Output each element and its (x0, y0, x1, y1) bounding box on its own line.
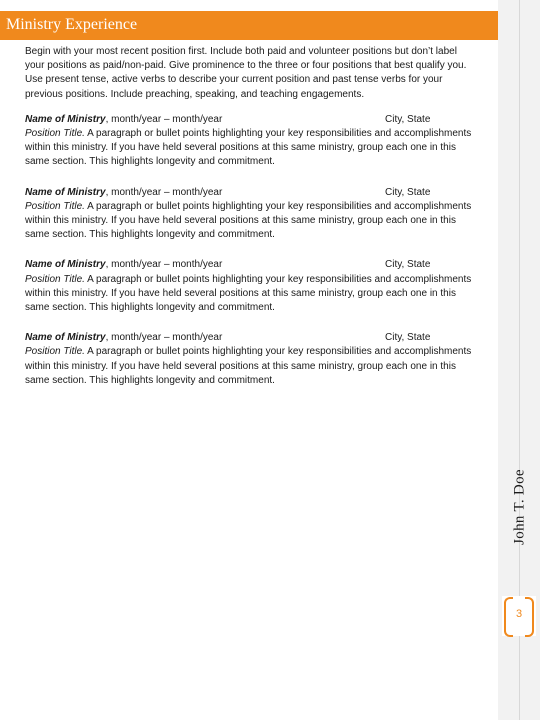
position-title: Position Title. (25, 346, 85, 358)
position-description: A paragraph or bullet points highlighting your key responsibilities and accomplishments within this ministry. If you have held several positions at this same ministry, group each one in this same section. This highlights longevity and commitment. (25, 346, 472, 386)
ministry-location: City, State (385, 259, 431, 271)
position-title: Position Title. (25, 273, 85, 285)
ministry-name: Name of Ministry (25, 259, 106, 271)
ministry-location: City, State (385, 186, 431, 198)
author-name: John T. Doe (511, 469, 528, 545)
ministry-entry (25, 113, 473, 170)
ministry-dates: , month/year – month/year (105, 113, 223, 125)
position-title: Position Title. (25, 200, 85, 212)
entry-description-block (25, 200, 473, 243)
ministry-dates: , month/year – month/year (105, 332, 223, 344)
entry-heading (25, 113, 473, 127)
ministry-location: City, State (385, 113, 431, 125)
ministry-dates: , month/year – month/year (105, 186, 223, 198)
position-description: A paragraph or bullet points highlighting your key responsibilities and accomplishments within this ministry. If you have held several positions at this same ministry, group each one in this same section. This highlights longevity and commitment. (25, 200, 472, 241)
ministry-entry (25, 258, 473, 315)
section-title: Ministry Experience (6, 16, 138, 33)
ministry-entry (25, 331, 473, 388)
ministry-entry (25, 186, 473, 243)
section-header-bar (0, 11, 498, 40)
entry-description-block (25, 127, 473, 170)
entry-heading (25, 331, 473, 345)
ministry-name: Name of Ministry (25, 113, 106, 125)
position-title: Position Title. (25, 128, 85, 139)
main-content (25, 45, 473, 404)
position-description: A paragraph or bullet points highlighting your key responsibilities and accomplishments within this ministry. If you have held several positions at this same ministry, group each one in this same section. This highlights longevity and commitment. (25, 128, 472, 168)
page-number-badge (502, 596, 536, 636)
entry-description-block (25, 345, 473, 388)
ministry-name: Name of Ministry (25, 186, 106, 198)
intro-paragraph: Begin with your most recent position first. Include both paid and volunteer positions but don’t label your positions as paid/non-paid. Give prominence to the three or four positions that best qualify you. Use present tense, active verbs to describe your current position and past tense verbs for your previous positions. Include preaching, speaking, and teaching engagements. (25, 46, 467, 100)
ministry-location: City, State (385, 332, 431, 344)
entry-heading (25, 186, 473, 200)
ministry-dates: , month/year – month/year (105, 259, 223, 271)
position-description: A paragraph or bullet points highlighting your key responsibilities and accomplishments within this ministry. If you have held several positions at this same ministry, group each one in this same section. This highlights longevity and commitment. (25, 273, 472, 313)
ministry-name: Name of Ministry (25, 332, 106, 344)
entry-description-block (25, 273, 473, 316)
entry-heading (25, 258, 473, 272)
page-number: 3 (515, 608, 523, 620)
